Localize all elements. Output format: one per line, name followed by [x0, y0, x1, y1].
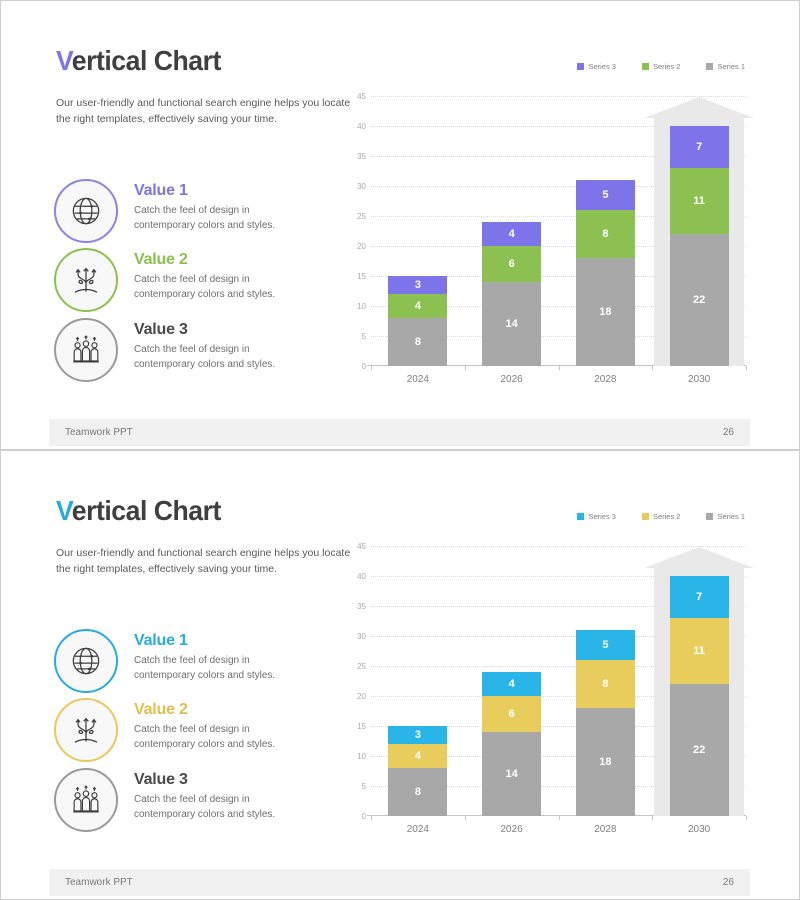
page-title: [56, 495, 221, 527]
legend-item: [642, 62, 681, 71]
bar-value-label: 18: [599, 756, 612, 768]
legend-label: Series 2: [652, 62, 681, 71]
value-description: Catch the feel of design in contemporary colors and styles.: [134, 205, 276, 231]
bar-value-label: 7: [696, 591, 703, 603]
bar-value-label: 22: [693, 744, 706, 756]
x-axis-tick: [465, 816, 466, 820]
bar-group: [670, 576, 729, 816]
bar-segment-series-2: [576, 660, 635, 708]
title-rest: ertical Chart: [71, 495, 221, 526]
legend-swatch: [706, 63, 713, 70]
legend-swatch: [577, 513, 584, 520]
bar-group: [576, 630, 635, 816]
slide-2: [0, 450, 800, 900]
bar-value-label: 6: [508, 258, 515, 270]
bar-group: [388, 276, 447, 366]
chart-legend: [577, 62, 745, 71]
team-icon: [67, 781, 105, 819]
bar-value-label: 11: [693, 195, 705, 207]
footer-title: Teamwork PPT: [65, 427, 133, 438]
value-description: Catch the feel of design in contemporary colors and styles.: [134, 655, 276, 681]
up-arrow-head: [644, 547, 754, 568]
value-label: Value 3: [134, 321, 188, 338]
bar-segment-series-3: [388, 276, 447, 294]
up-arrow-head: [644, 97, 754, 118]
bar-value-label: 6: [508, 708, 515, 720]
bar-group: [576, 180, 635, 366]
team-icon: [67, 331, 105, 369]
y-tick-label: 30: [357, 181, 366, 191]
bar-segment-series-1: [482, 732, 541, 816]
value-description: Catch the feel of design in contemporary colors and styles.: [134, 794, 276, 820]
y-tick-label: 20: [357, 241, 366, 251]
globe-icon: [67, 192, 105, 230]
y-tick-label: 35: [357, 601, 366, 611]
bar-value-label: 4: [414, 750, 421, 762]
x-tick-label: 2024: [406, 374, 429, 385]
bar-segment-series-1: [670, 234, 729, 366]
x-tick-label: 2028: [594, 824, 617, 835]
x-tick-label: 2026: [500, 824, 523, 835]
bar-segment-series-3: [670, 126, 729, 168]
legend-item: [706, 62, 745, 71]
x-tick-label: 2030: [688, 824, 711, 835]
bar-segment-series-2: [670, 168, 729, 234]
bar-value-label: 14: [505, 768, 518, 780]
footer-title: Teamwork PPT: [65, 877, 133, 888]
y-tick-label: 25: [357, 661, 366, 671]
bar-value-label: 4: [414, 300, 421, 312]
x-axis-tick: [371, 366, 372, 370]
value-label: Value 3: [134, 771, 188, 788]
plot-area: [357, 91, 746, 385]
legend-item: [577, 512, 616, 521]
legend-label: Series 2: [652, 512, 681, 521]
chart: [346, 56, 756, 406]
bar-value-label: 4: [508, 678, 515, 690]
title-accent-letter: V: [56, 45, 72, 76]
bar-segment-series-2: [388, 294, 447, 318]
chart: [346, 506, 756, 856]
bar-segment-series-3: [670, 576, 729, 618]
value-description: Catch the feel of design in contemporary colors and styles.: [134, 344, 276, 370]
x-axis-tick: [465, 366, 466, 370]
y-tick-label: 45: [357, 541, 366, 551]
bar-segment-series-2: [388, 744, 447, 768]
bar-group: [388, 726, 447, 816]
value-description: Catch the feel of design in contemporary colors and styles.: [134, 274, 276, 300]
bar-value-label: 8: [602, 228, 609, 240]
x-axis-tick: [559, 816, 560, 820]
footer-bar: [49, 869, 750, 896]
y-tick-label: 15: [357, 721, 366, 731]
legend-label: Series 1: [717, 62, 745, 71]
y-tick-label: 10: [357, 751, 366, 761]
legend-swatch: [642, 63, 649, 70]
y-tick-label: 45: [357, 91, 366, 101]
bar-value-label: 18: [599, 306, 612, 318]
bar-segment-series-1: [576, 258, 635, 366]
bar-value-label: 5: [602, 189, 609, 201]
bar-segment-series-2: [482, 696, 541, 732]
y-tick-label: 0: [361, 361, 366, 371]
legend-label: Series 3: [588, 62, 616, 71]
bar-value-label: 22: [693, 294, 706, 306]
bar-value-label: 3: [414, 279, 421, 291]
slide-subtitle: Our user-friendly and functional search engine helps you locate the right templates, effectively saving your time.: [56, 547, 351, 576]
value-label: Value 1: [134, 182, 188, 199]
x-axis-tick: [559, 366, 560, 370]
bar-group: [482, 672, 541, 816]
bar-value-label: 8: [414, 336, 421, 348]
bar-value-label: 5: [602, 639, 609, 651]
bar-segment-series-3: [482, 222, 541, 246]
x-tick-label: 2024: [406, 824, 429, 835]
value-label: Value 2: [134, 251, 188, 268]
legend-swatch: [642, 513, 649, 520]
page-number: 26: [722, 877, 734, 888]
legend-label: Series 3: [588, 512, 616, 521]
y-tick-label: 35: [357, 151, 366, 161]
growth-icon: [67, 261, 105, 299]
value-icon-circle: [54, 629, 118, 693]
bar-segment-series-1: [388, 768, 447, 816]
y-tick-label: 15: [357, 271, 366, 281]
bar-segment-series-3: [576, 630, 635, 660]
y-tick-label: 20: [357, 691, 366, 701]
bar-segment-series-1: [388, 318, 447, 366]
x-axis-tick: [746, 366, 747, 370]
value-label: Value 2: [134, 701, 188, 718]
value-icon-circle: [54, 179, 118, 243]
legend-label: Series 1: [717, 512, 745, 521]
y-tick-label: 40: [357, 571, 366, 581]
y-tick-label: 5: [361, 781, 366, 791]
x-tick-label: 2026: [500, 374, 523, 385]
bar-segment-series-2: [482, 246, 541, 282]
value-icon-circle: [54, 248, 118, 312]
value-icon-circle: [54, 768, 118, 832]
y-tick-label: 0: [361, 811, 366, 821]
bar-segment-series-1: [482, 282, 541, 366]
footer-bar: [49, 419, 750, 446]
bar-value-label: 14: [505, 318, 518, 330]
legend-swatch: [577, 63, 584, 70]
value-icon-circle: [54, 698, 118, 762]
y-tick-label: 25: [357, 211, 366, 221]
plot-area: [357, 541, 746, 835]
y-tick-label: 5: [361, 331, 366, 341]
page-number: 26: [722, 427, 734, 438]
bar-segment-series-3: [576, 180, 635, 210]
bar-value-label: 8: [602, 678, 609, 690]
page-title: [56, 45, 221, 77]
bar-segment-series-3: [388, 726, 447, 744]
legend-item: [706, 512, 745, 521]
x-axis-tick: [652, 816, 653, 820]
y-tick-label: 40: [357, 121, 366, 131]
bar-value-label: 11: [693, 645, 705, 657]
value-icon-circle: [54, 318, 118, 382]
y-tick-label: 30: [357, 631, 366, 641]
bar-group: [482, 222, 541, 366]
slide-subtitle: Our user-friendly and functional search engine helps you locate the right templates, effectively saving your time.: [56, 97, 351, 126]
bar-value-label: 4: [508, 228, 515, 240]
bar-segment-series-3: [482, 672, 541, 696]
chart-legend: [577, 512, 745, 521]
title-accent-letter: V: [56, 495, 72, 526]
x-axis-tick: [371, 816, 372, 820]
growth-icon: [67, 711, 105, 749]
title-rest: ertical Chart: [71, 45, 221, 76]
x-tick-label: 2030: [688, 374, 711, 385]
value-description: Catch the feel of design in contemporary colors and styles.: [134, 724, 276, 750]
x-axis-tick: [652, 366, 653, 370]
bar-value-label: 7: [696, 141, 703, 153]
bar-group: [670, 126, 729, 366]
globe-icon: [67, 642, 105, 680]
bar-value-label: 3: [414, 729, 421, 741]
value-label: Value 1: [134, 632, 188, 649]
bar-segment-series-2: [576, 210, 635, 258]
legend-item: [577, 62, 616, 71]
bar-value-label: 8: [414, 786, 421, 798]
bar-segment-series-1: [576, 708, 635, 816]
y-tick-label: 10: [357, 301, 366, 311]
x-tick-label: 2028: [594, 374, 617, 385]
legend-swatch: [706, 513, 713, 520]
bar-segment-series-1: [670, 684, 729, 816]
legend-item: [642, 512, 681, 521]
bar-segment-series-2: [670, 618, 729, 684]
x-axis-tick: [746, 816, 747, 820]
